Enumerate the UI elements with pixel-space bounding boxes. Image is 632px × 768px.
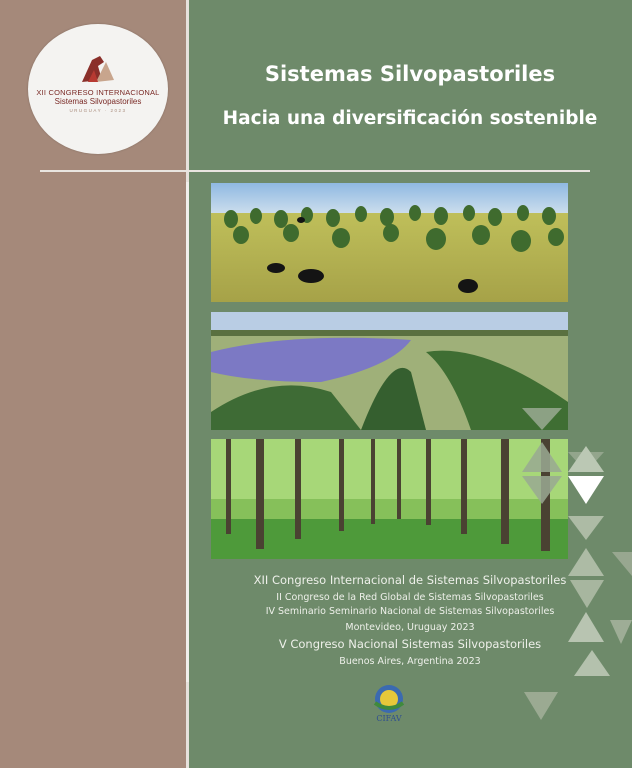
event-location-2: Buenos Aires, Argentina 2023	[339, 656, 481, 667]
logo-subtitle: Sistemas Silvopastoriles	[54, 97, 142, 106]
cover-title: Sistemas Silvopastoriles	[264, 62, 556, 86]
cover-subtitle: Hacia una diversificación sostenible	[222, 108, 598, 129]
event-line-2: II Congreso de la Red Global de Sistemas Silvopastoriles	[276, 592, 544, 603]
logo-country-year: URUGUAY · 2023	[69, 108, 127, 113]
logo-congress-name: XII CONGRESO INTERNACIONAL	[36, 88, 160, 97]
event-location-1: Montevideo, Uruguay 2023	[345, 622, 475, 633]
cifav-logo	[368, 683, 410, 723]
event-line-1: XII Congreso Internacional de Sistemas Silvopastoriles	[253, 573, 567, 587]
horizontal-divider	[40, 170, 590, 172]
event-line-3: IV Seminario Seminario Nacional de Sistemas Silvopastoriles	[265, 606, 555, 617]
decorative-triangles	[500, 380, 632, 720]
horse-head-icon	[80, 54, 116, 84]
congress-logo	[28, 24, 168, 154]
photo-pasture-cattle	[211, 183, 568, 302]
event-line-4: V Congreso Nacional Sistemas Silvopastoriles	[278, 637, 542, 651]
cifav-logo-text: CIFAV	[376, 714, 402, 723]
